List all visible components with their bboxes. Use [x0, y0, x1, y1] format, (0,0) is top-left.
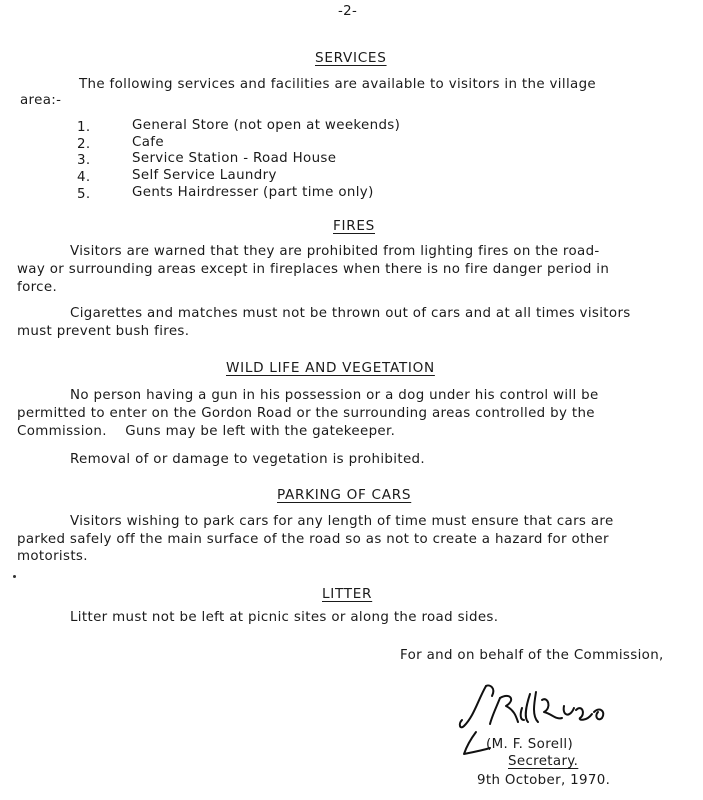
stray-mark [13, 575, 16, 578]
litter-heading: LITTER [322, 586, 373, 602]
list-item-number: 1. [77, 120, 91, 135]
page-number: -2- [338, 4, 358, 19]
fires-para-2-line-1: Cigarettes and matches must not be thrown out of cars and at all times visitors [70, 306, 631, 321]
parking-line-3: motorists. [17, 549, 88, 564]
parking-line-1: Visitors wishing to park cars for any length of time must ensure that cars are [70, 514, 614, 529]
fires-para-2-line-2: must prevent bush fires. [17, 324, 190, 339]
list-item-text: General Store (not open at weekends) [132, 118, 401, 133]
list-item-number: 5. [77, 187, 91, 202]
parking-heading: PARKING OF CARS [277, 487, 412, 503]
list-item-number: 3. [77, 153, 91, 168]
fires-heading: FIRES [333, 218, 375, 234]
list-item-number: 2. [77, 137, 91, 152]
signatory-title: Secretary. [508, 754, 579, 769]
fires-para-1-line-2: way or surrounding areas except in fireplaces when there is no fire danger period in [17, 262, 610, 277]
wildlife-para-1-line-3: Commission. Guns may be left with the gatekeeper. [17, 424, 396, 439]
list-item-text: Service Station - Road House [132, 151, 337, 166]
list-item-text: Gents Hairdresser (part time only) [132, 185, 374, 200]
litter-text: Litter must not be left at picnic sites or along the road sides. [70, 610, 499, 625]
services-intro-line-1: The following services and facilities are available to visitors in the village [79, 77, 597, 92]
list-item-number: 4. [77, 170, 91, 185]
services-heading: SERVICES [315, 50, 387, 66]
list-item-text: Cafe [132, 135, 164, 150]
on-behalf-line: For and on behalf of the Commission, [400, 648, 664, 663]
wildlife-para-1-line-1: No person having a gun in his possession or a dog under his control will be [70, 388, 599, 403]
wildlife-heading: WILD LIFE AND VEGETATION [226, 360, 435, 376]
parking-line-2: parked safely off the main surface of the road so as not to create a hazard for other [17, 532, 609, 547]
document-date: 9th October, 1970. [477, 773, 611, 788]
services-intro-line-2: area:- [20, 93, 62, 108]
list-item-text: Self Service Laundry [132, 168, 277, 183]
fires-para-1-line-3: force. [17, 280, 58, 295]
signatory-name: (M. F. Sorell) [486, 737, 574, 752]
wildlife-para-2: Removal of or damage to vegetation is prohibited. [70, 452, 425, 467]
fires-para-1-line-1: Visitors are warned that they are prohibited from lighting fires on the road- [70, 244, 600, 259]
wildlife-para-1-line-2: permitted to enter on the Gordon Road or the surrounding areas controlled by the [17, 406, 595, 421]
